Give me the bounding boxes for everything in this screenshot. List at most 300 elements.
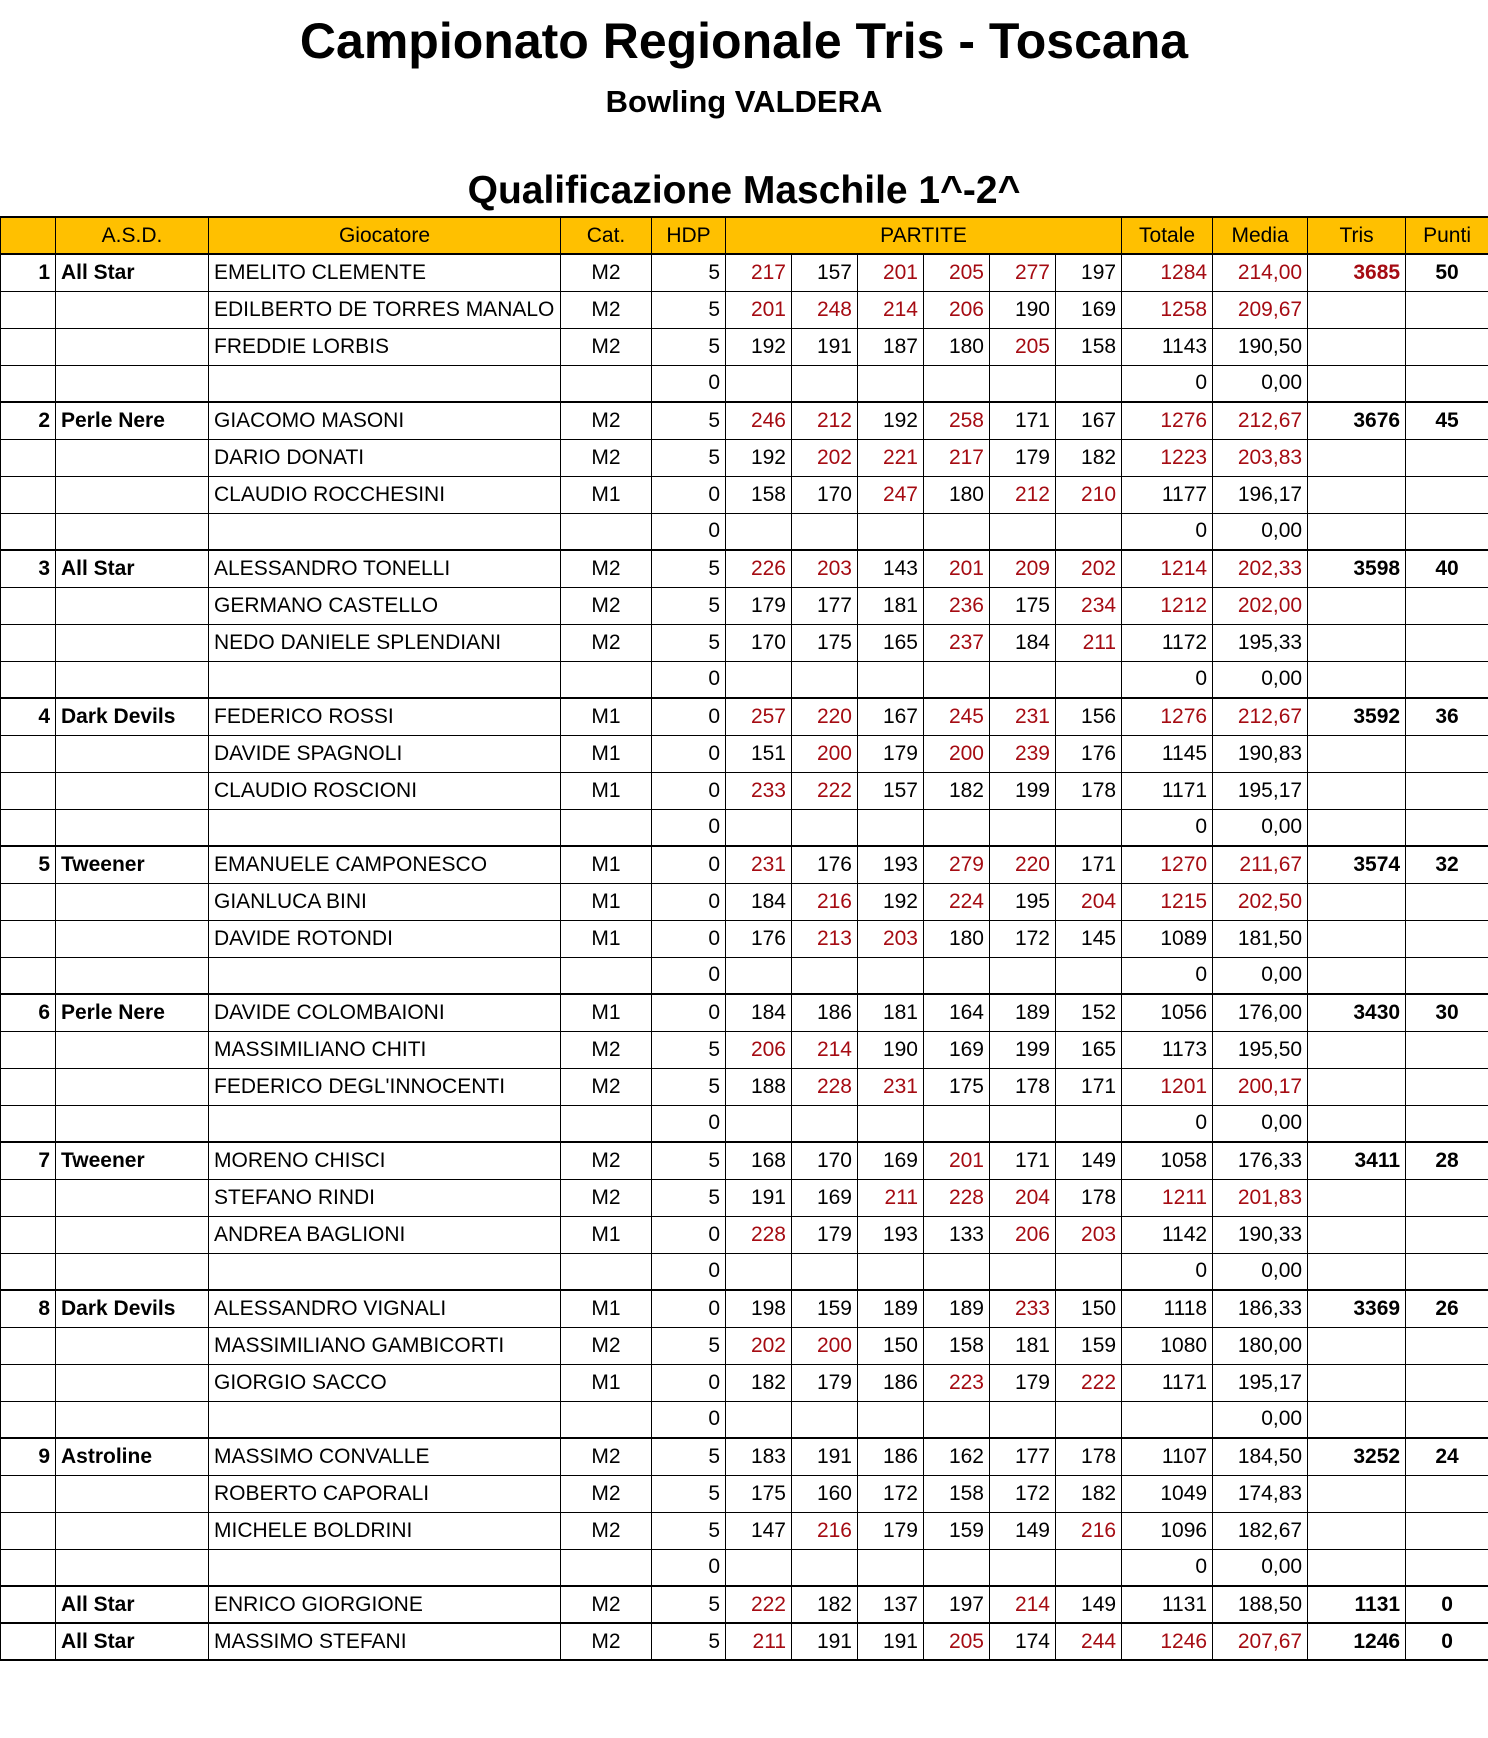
table-row: [1, 1327, 1488, 1364]
table-row: [1, 735, 1488, 772]
punti-cell-empty: [1406, 439, 1488, 476]
game-score-cell: 220: [990, 846, 1056, 883]
game-score-cell: 206: [990, 1216, 1056, 1253]
hdp-cell: 0: [652, 846, 726, 883]
game-score-cell: 192: [858, 883, 924, 920]
game-score-cell: 157: [792, 254, 858, 291]
totale-cell: 1177: [1122, 476, 1213, 513]
hdp-cell: 0: [652, 513, 726, 550]
game-score-cell: 179: [990, 1364, 1056, 1401]
cat-cell: M1: [561, 772, 652, 809]
cat-cell: [561, 513, 652, 550]
rank-cell: 5: [1, 846, 56, 883]
media-cell: 182,67: [1213, 1512, 1308, 1549]
asd-cell-empty: [56, 1253, 209, 1290]
game-score-cell: 178: [1056, 1179, 1122, 1216]
rank-cell: 7: [1, 1142, 56, 1179]
punti-cell: 0: [1406, 1586, 1488, 1623]
media-cell: 0,00: [1213, 1105, 1308, 1142]
game-score-cell: 181: [858, 587, 924, 624]
table-row: [1, 1031, 1488, 1068]
hdp-cell: 0: [652, 365, 726, 402]
game-score-cell: 182: [726, 1364, 792, 1401]
totale-cell: 1201: [1122, 1068, 1213, 1105]
game-score-cell: [990, 661, 1056, 698]
hdp-cell: 5: [652, 291, 726, 328]
player-name-cell: DAVIDE COLOMBAIONI: [209, 994, 561, 1031]
media-cell: 195,50: [1213, 1031, 1308, 1068]
game-score-cell: 190: [858, 1031, 924, 1068]
cat-cell: M2: [561, 402, 652, 439]
game-score-cell: 172: [990, 920, 1056, 957]
cat-cell: M2: [561, 1623, 652, 1660]
game-score-cell: 150: [858, 1327, 924, 1364]
col-cat-header: Cat.: [561, 217, 652, 254]
game-score-cell: 191: [792, 1623, 858, 1660]
game-score-cell: 158: [924, 1327, 990, 1364]
asd-cell: Dark Devils: [56, 698, 209, 735]
game-score-cell: 178: [990, 1068, 1056, 1105]
asd-cell-empty: [56, 661, 209, 698]
player-name-cell: CLAUDIO ROCCHESINI: [209, 476, 561, 513]
game-score-cell: 170: [792, 476, 858, 513]
tris-cell-empty: [1308, 883, 1406, 920]
game-score-cell: [924, 1549, 990, 1586]
totale-cell: 0: [1122, 661, 1213, 698]
col-hdp-header: HDP: [652, 217, 726, 254]
tris-cell-empty: [1308, 957, 1406, 994]
game-score-cell: 233: [726, 772, 792, 809]
hdp-cell: 5: [652, 1327, 726, 1364]
game-score-cell: 172: [990, 1475, 1056, 1512]
player-name-cell: ROBERTO CAPORALI: [209, 1475, 561, 1512]
player-name-cell: GERMANO CASTELLO: [209, 587, 561, 624]
player-name-cell: DAVIDE SPAGNOLI: [209, 735, 561, 772]
game-score-cell: 157: [858, 772, 924, 809]
tris-cell-empty: [1308, 809, 1406, 846]
table-row: [1, 1142, 1488, 1179]
tris-cell-empty: [1308, 439, 1406, 476]
game-score-cell: 176: [726, 920, 792, 957]
media-cell: 190,33: [1213, 1216, 1308, 1253]
game-score-cell: 203: [792, 550, 858, 587]
game-score-cell: 179: [858, 1512, 924, 1549]
punti-cell: 36: [1406, 698, 1488, 735]
media-cell: 0,00: [1213, 809, 1308, 846]
table-row: [1, 1475, 1488, 1512]
game-score-cell: 200: [792, 735, 858, 772]
tris-cell-empty: [1308, 772, 1406, 809]
game-score-cell: 179: [792, 1216, 858, 1253]
punti-cell-empty: [1406, 1327, 1488, 1364]
player-name-cell: GIANLUCA BINI: [209, 883, 561, 920]
punti-cell: 28: [1406, 1142, 1488, 1179]
rank-cell-empty: [1, 883, 56, 920]
hdp-cell: 0: [652, 1401, 726, 1438]
totale-cell: 0: [1122, 957, 1213, 994]
table-row: [1, 328, 1488, 365]
rank-cell: 3: [1, 550, 56, 587]
tris-cell-empty: [1308, 1549, 1406, 1586]
asd-cell-empty: [56, 809, 209, 846]
game-score-cell: 178: [1056, 1438, 1122, 1475]
rank-cell-empty: [1, 920, 56, 957]
cat-cell: M2: [561, 1438, 652, 1475]
asd-cell: All Star: [56, 254, 209, 291]
hdp-cell: 0: [652, 994, 726, 1031]
player-name-cell: CLAUDIO ROSCIONI: [209, 772, 561, 809]
asd-cell: Dark Devils: [56, 1290, 209, 1327]
game-score-cell: 203: [858, 920, 924, 957]
hdp-cell: 5: [652, 587, 726, 624]
col-asd-header: A.S.D.: [56, 217, 209, 254]
game-score-cell: [990, 1401, 1056, 1438]
asd-cell-empty: [56, 1401, 209, 1438]
rank-cell-empty: [1, 1327, 56, 1364]
tris-cell-empty: [1308, 1105, 1406, 1142]
game-score-cell: 197: [1056, 254, 1122, 291]
game-score-cell: [726, 661, 792, 698]
totale-cell: 1107: [1122, 1438, 1213, 1475]
player-name-cell: FEDERICO DEGL'INNOCENTI: [209, 1068, 561, 1105]
game-score-cell: 133: [924, 1216, 990, 1253]
game-score-cell: 205: [924, 254, 990, 291]
table-row: [1, 1105, 1488, 1142]
punti-cell-empty: [1406, 291, 1488, 328]
table-row: [1, 291, 1488, 328]
game-score-cell: [792, 1105, 858, 1142]
asd-cell: Perle Nere: [56, 402, 209, 439]
standings-body: [1, 254, 1488, 1660]
game-score-cell: 192: [858, 402, 924, 439]
rank-cell-empty: [1, 439, 56, 476]
game-score-cell: 216: [1056, 1512, 1122, 1549]
game-score-cell: 247: [858, 476, 924, 513]
media-cell: 184,50: [1213, 1438, 1308, 1475]
cat-cell: M2: [561, 328, 652, 365]
player-name-cell: ALESSANDRO VIGNALI: [209, 1290, 561, 1327]
player-name-cell: EDILBERTO DE TORRES MANALO: [209, 291, 561, 328]
game-score-cell: [792, 365, 858, 402]
game-score-cell: 233: [990, 1290, 1056, 1327]
game-score-cell: 145: [1056, 920, 1122, 957]
game-score-cell: 236: [924, 587, 990, 624]
tris-cell-empty: [1308, 365, 1406, 402]
totale-cell: 1049: [1122, 1475, 1213, 1512]
cat-cell: M2: [561, 587, 652, 624]
game-score-cell: 150: [1056, 1290, 1122, 1327]
game-score-cell: 179: [726, 587, 792, 624]
tris-cell: 3252: [1308, 1438, 1406, 1475]
game-score-cell: 191: [792, 1438, 858, 1475]
tris-cell: 1246: [1308, 1623, 1406, 1660]
hdp-cell: 5: [652, 1438, 726, 1475]
media-cell: 195,33: [1213, 624, 1308, 661]
game-score-cell: [990, 1105, 1056, 1142]
punti-cell-empty: [1406, 1512, 1488, 1549]
asd-cell-empty: [56, 291, 209, 328]
table-row: [1, 1549, 1488, 1586]
totale-cell: 0: [1122, 809, 1213, 846]
table-row: [1, 1364, 1488, 1401]
game-score-cell: 175: [924, 1068, 990, 1105]
hdp-cell: 5: [652, 1179, 726, 1216]
asd-cell-empty: [56, 513, 209, 550]
totale-cell: 1096: [1122, 1512, 1213, 1549]
player-name-cell: GIACOMO MASONI: [209, 402, 561, 439]
game-score-cell: 223: [924, 1364, 990, 1401]
game-score-cell: [858, 1549, 924, 1586]
asd-cell-empty: [56, 587, 209, 624]
game-score-cell: 231: [990, 698, 1056, 735]
media-cell: 211,67: [1213, 846, 1308, 883]
rank-cell-empty: [1, 513, 56, 550]
col-media-header: Media: [1213, 217, 1308, 254]
game-score-cell: 176: [792, 846, 858, 883]
standings-table: [0, 216, 1488, 1661]
col-rank-header: [1, 217, 56, 254]
rank-cell: 2: [1, 402, 56, 439]
punti-cell-empty: [1406, 1179, 1488, 1216]
game-score-cell: 171: [990, 402, 1056, 439]
rank-cell-empty: [1, 476, 56, 513]
tris-cell: 3411: [1308, 1142, 1406, 1179]
game-score-cell: [792, 1549, 858, 1586]
game-score-cell: 171: [1056, 1068, 1122, 1105]
cat-cell: [561, 365, 652, 402]
game-score-cell: [858, 365, 924, 402]
hdp-cell: 0: [652, 1105, 726, 1142]
table-row: [1, 439, 1488, 476]
media-cell: 174,83: [1213, 1475, 1308, 1512]
game-score-cell: 158: [924, 1475, 990, 1512]
player-name-cell: MORENO CHISCI: [209, 1142, 561, 1179]
player-name-cell: FREDDIE LORBIS: [209, 328, 561, 365]
game-score-cell: 224: [924, 883, 990, 920]
hdp-cell: 0: [652, 1216, 726, 1253]
totale-cell: 1143: [1122, 328, 1213, 365]
game-score-cell: [924, 513, 990, 550]
asd-cell: Perle Nere: [56, 994, 209, 1031]
game-score-cell: 201: [726, 291, 792, 328]
media-cell: 0,00: [1213, 1401, 1308, 1438]
game-score-cell: [924, 809, 990, 846]
cat-cell: M2: [561, 1475, 652, 1512]
table-row: [1, 994, 1488, 1031]
game-score-cell: [726, 513, 792, 550]
totale-cell: 1145: [1122, 735, 1213, 772]
game-score-cell: 164: [924, 994, 990, 1031]
cat-cell: M2: [561, 1512, 652, 1549]
totale-cell: 1171: [1122, 772, 1213, 809]
punti-cell-empty: [1406, 661, 1488, 698]
game-score-cell: 169: [792, 1179, 858, 1216]
game-score-cell: 179: [990, 439, 1056, 476]
tris-cell-empty: [1308, 291, 1406, 328]
game-score-cell: 244: [1056, 1623, 1122, 1660]
punti-cell: 32: [1406, 846, 1488, 883]
rank-cell-empty: [1, 328, 56, 365]
rank-cell-empty: [1, 661, 56, 698]
game-score-cell: 212: [792, 402, 858, 439]
game-score-cell: 191: [792, 328, 858, 365]
table-row: [1, 1216, 1488, 1253]
hdp-cell: 0: [652, 957, 726, 994]
hdp-cell: 0: [652, 1364, 726, 1401]
game-score-cell: 137: [858, 1586, 924, 1623]
player-name-cell: NEDO DANIELE SPLENDIANI: [209, 624, 561, 661]
cat-cell: M1: [561, 883, 652, 920]
game-score-cell: 190: [990, 291, 1056, 328]
rank-cell: 1: [1, 254, 56, 291]
tris-cell-empty: [1308, 328, 1406, 365]
asd-cell-empty: [56, 1475, 209, 1512]
game-score-cell: 231: [726, 846, 792, 883]
game-score-cell: [726, 1105, 792, 1142]
game-score-cell: [1056, 1105, 1122, 1142]
totale-cell: 1246: [1122, 1623, 1213, 1660]
game-score-cell: 167: [858, 698, 924, 735]
media-cell: 212,67: [1213, 402, 1308, 439]
tris-cell: 3598: [1308, 550, 1406, 587]
game-score-cell: [792, 957, 858, 994]
asd-cell-empty: [56, 1031, 209, 1068]
game-score-cell: 200: [792, 1327, 858, 1364]
game-score-cell: 210: [1056, 476, 1122, 513]
hdp-cell: 5: [652, 439, 726, 476]
game-score-cell: [990, 1253, 1056, 1290]
game-score-cell: 258: [924, 402, 990, 439]
media-cell: 202,50: [1213, 883, 1308, 920]
hdp-cell: 0: [652, 735, 726, 772]
game-score-cell: 160: [792, 1475, 858, 1512]
asd-cell-empty: [56, 439, 209, 476]
game-score-cell: 143: [858, 550, 924, 587]
hdp-cell: 5: [652, 1142, 726, 1179]
totale-cell: 1212: [1122, 587, 1213, 624]
rank-cell: 4: [1, 698, 56, 735]
tris-cell: 3592: [1308, 698, 1406, 735]
tris-cell-empty: [1308, 513, 1406, 550]
tris-cell-empty: [1308, 1364, 1406, 1401]
totale-cell: 0: [1122, 1105, 1213, 1142]
table-row: [1, 1253, 1488, 1290]
punti-cell-empty: [1406, 772, 1488, 809]
player-name-cell: GIORGIO SACCO: [209, 1364, 561, 1401]
game-score-cell: 202: [726, 1327, 792, 1364]
game-score-cell: 211: [858, 1179, 924, 1216]
player-name-cell: MASSIMO CONVALLE: [209, 1438, 561, 1475]
cat-cell: [561, 1253, 652, 1290]
game-score-cell: [924, 957, 990, 994]
game-score-cell: 189: [924, 1290, 990, 1327]
game-score-cell: [792, 661, 858, 698]
punti-cell: 45: [1406, 402, 1488, 439]
table-row: [1, 1179, 1488, 1216]
cat-cell: M2: [561, 439, 652, 476]
totale-cell: 1223: [1122, 439, 1213, 476]
game-score-cell: [726, 1401, 792, 1438]
game-score-cell: 211: [1056, 624, 1122, 661]
punti-cell-empty: [1406, 1364, 1488, 1401]
cat-cell: M2: [561, 1068, 652, 1105]
table-row: [1, 920, 1488, 957]
game-score-cell: 248: [792, 291, 858, 328]
asd-cell: Astroline: [56, 1438, 209, 1475]
media-cell: 212,67: [1213, 698, 1308, 735]
cat-cell: [561, 661, 652, 698]
asd-cell: All Star: [56, 1586, 209, 1623]
game-score-cell: 152: [1056, 994, 1122, 1031]
game-score-cell: 167: [1056, 402, 1122, 439]
game-score-cell: 192: [726, 439, 792, 476]
game-score-cell: 159: [792, 1290, 858, 1327]
tris-cell-empty: [1308, 624, 1406, 661]
game-score-cell: 206: [924, 291, 990, 328]
tris-cell-empty: [1308, 661, 1406, 698]
game-score-cell: [924, 1105, 990, 1142]
game-score-cell: 187: [858, 328, 924, 365]
rank-cell-empty: [1, 1105, 56, 1142]
totale-cell: 0: [1122, 365, 1213, 402]
cat-cell: M1: [561, 846, 652, 883]
hdp-cell: 0: [652, 1253, 726, 1290]
rank-cell-empty: [1, 1549, 56, 1586]
game-score-cell: 214: [858, 291, 924, 328]
game-score-cell: 220: [792, 698, 858, 735]
game-score-cell: 228: [726, 1216, 792, 1253]
hdp-cell: 5: [652, 328, 726, 365]
game-score-cell: 172: [858, 1475, 924, 1512]
totale-cell: 1171: [1122, 1364, 1213, 1401]
punti-cell-empty: [1406, 1105, 1488, 1142]
game-score-cell: 222: [792, 772, 858, 809]
table-row: [1, 846, 1488, 883]
asd-cell: All Star: [56, 550, 209, 587]
game-score-cell: 182: [1056, 439, 1122, 476]
rank-cell-empty: [1, 1512, 56, 1549]
totale-cell: 1172: [1122, 624, 1213, 661]
game-score-cell: 169: [858, 1142, 924, 1179]
game-score-cell: 170: [792, 1142, 858, 1179]
game-score-cell: 200: [924, 735, 990, 772]
game-score-cell: 149: [1056, 1142, 1122, 1179]
game-score-cell: 184: [990, 624, 1056, 661]
game-score-cell: 277: [990, 254, 1056, 291]
tris-cell-empty: [1308, 587, 1406, 624]
totale-cell: 1173: [1122, 1031, 1213, 1068]
table-row: [1, 1068, 1488, 1105]
game-score-cell: 199: [990, 772, 1056, 809]
table-row: [1, 883, 1488, 920]
totale-cell: 1215: [1122, 883, 1213, 920]
game-score-cell: 162: [924, 1438, 990, 1475]
asd-cell-empty: [56, 328, 209, 365]
punti-cell: 26: [1406, 1290, 1488, 1327]
cat-cell: M2: [561, 624, 652, 661]
player-name-cell: ALESSANDRO TONELLI: [209, 550, 561, 587]
game-score-cell: [792, 809, 858, 846]
table-row: [1, 1623, 1488, 1660]
hdp-cell: 0: [652, 1290, 726, 1327]
rank-cell-empty: [1, 1179, 56, 1216]
player-name-cell: ENRICO GIORGIONE: [209, 1586, 561, 1623]
game-score-cell: [1056, 809, 1122, 846]
game-score-cell: 156: [1056, 698, 1122, 735]
cat-cell: [561, 809, 652, 846]
game-score-cell: 182: [924, 772, 990, 809]
game-score-cell: 171: [990, 1142, 1056, 1179]
